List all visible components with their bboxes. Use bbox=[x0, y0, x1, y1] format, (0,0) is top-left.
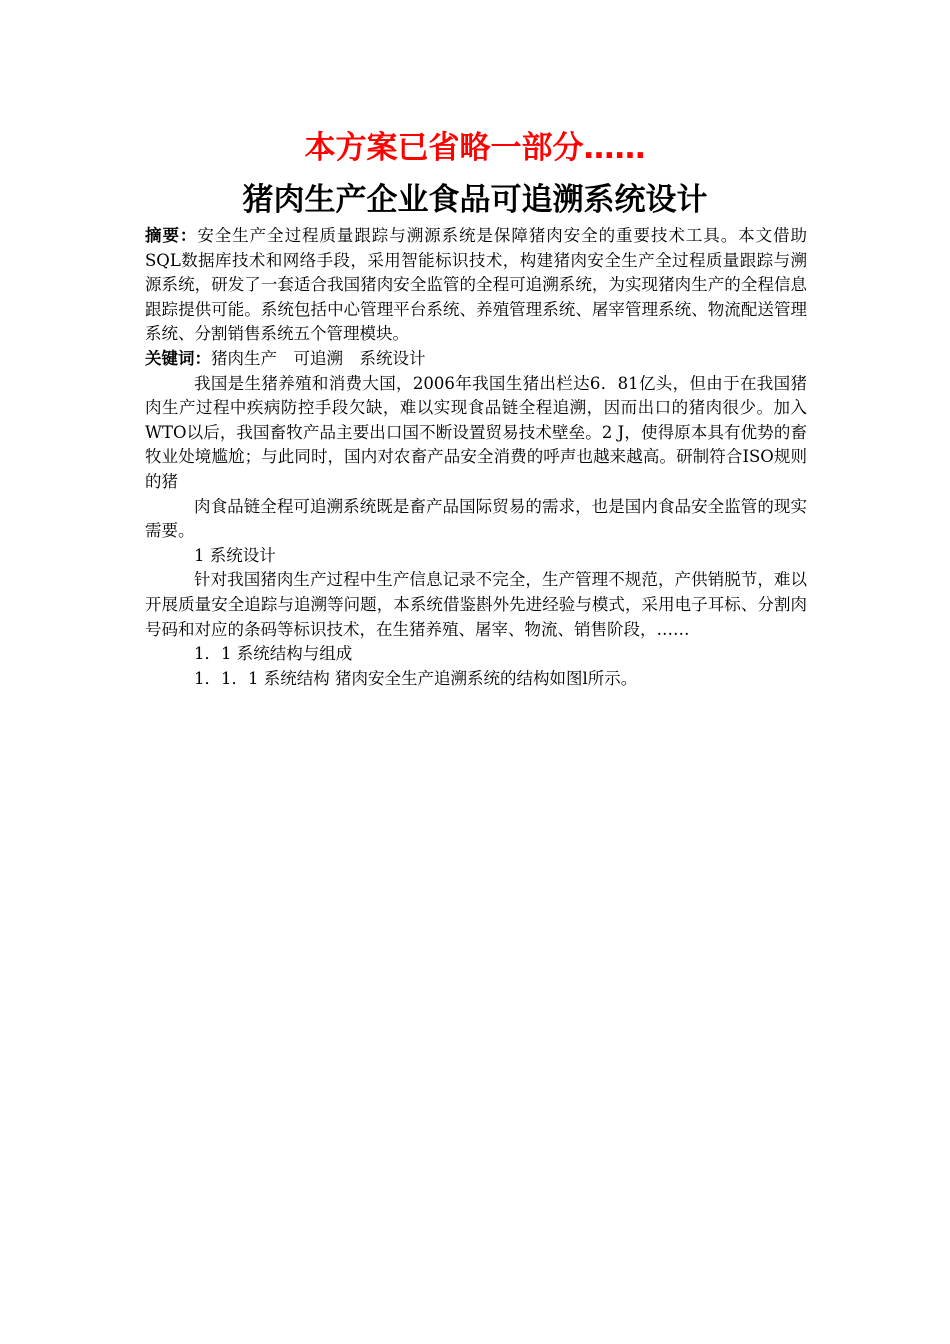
document-body bbox=[145, 224, 807, 691]
keywords-paragraph bbox=[145, 347, 807, 372]
section-1-heading: 1 系统设计 bbox=[194, 545, 276, 565]
abstract-text: 安全生产全过程质量跟踪与溯源系统是保障猪肉安全的重要技术工具。本文借助SQL数据库技术和网络手段，采用智能标识技术，构建猪肉安全生产全过程质量跟踪与溯源系统，研发了一套适合我国猪肉安全监管的全程可追溯系统，为实现猪肉生产的全程信息跟踪提供可能。系统包括中心管理平台系统、养殖管理系统、屠宰管理系统、物流配送管理系统、分割销售系统五个管理模块。 bbox=[145, 226, 808, 344]
abstract-paragraph bbox=[145, 224, 807, 347]
section-1-1-heading: 1．1 系统结构与组成 bbox=[194, 644, 353, 664]
intro-paragraph: 我国是生猪养殖和消费大国，2006年我国生猪出栏达6．81亿头，但由于在我国猪肉生产过程中疾病防控手段欠缺，难以实现食品链全程追溯，因而出口的猪肉很少。加入WTO以后，我国畜牧产品主要出口国不断设置贸易技术壁垒。2 J，使得原本具有优势的畜牧业处境尴尬；与此同时，国内对农畜产品安全消费的呼声也越来越高。研制符合ISO规则的猪 bbox=[145, 373, 807, 491]
section-1-paragraph: 针对我国猪肉生产过程中生产信息记录不完全，生产管理不规范，产供销脱节，难以开展质量安全追踪与追溯等问题，本系统借鉴斟外先进经验与模式，采用电子耳标、分割肉号码和对应的条码等标识技术，在生猪养殖、屠宰、物流、销售阶段，…… bbox=[145, 570, 807, 639]
omission-notice: 本方案已省略一部分…… bbox=[304, 130, 646, 166]
continuation-paragraph: 肉食品链全程可追溯系统既是畜产品国际贸易的需求，也是国内食品安全监管的现实需要。 bbox=[145, 496, 807, 541]
abstract-label: 摘要： bbox=[145, 226, 198, 245]
section-1-1-1-paragraph: 1．1．1 系统结构 猪肉安全生产追溯系统的结构如图l所示。 bbox=[194, 668, 638, 688]
keywords-text: 猪肉生产 可追溯 系统设计 bbox=[211, 348, 426, 368]
keywords-label: 关键词： bbox=[145, 348, 211, 368]
document-title: 猪肉生产企业食品可追溯系统设计 bbox=[242, 182, 708, 218]
